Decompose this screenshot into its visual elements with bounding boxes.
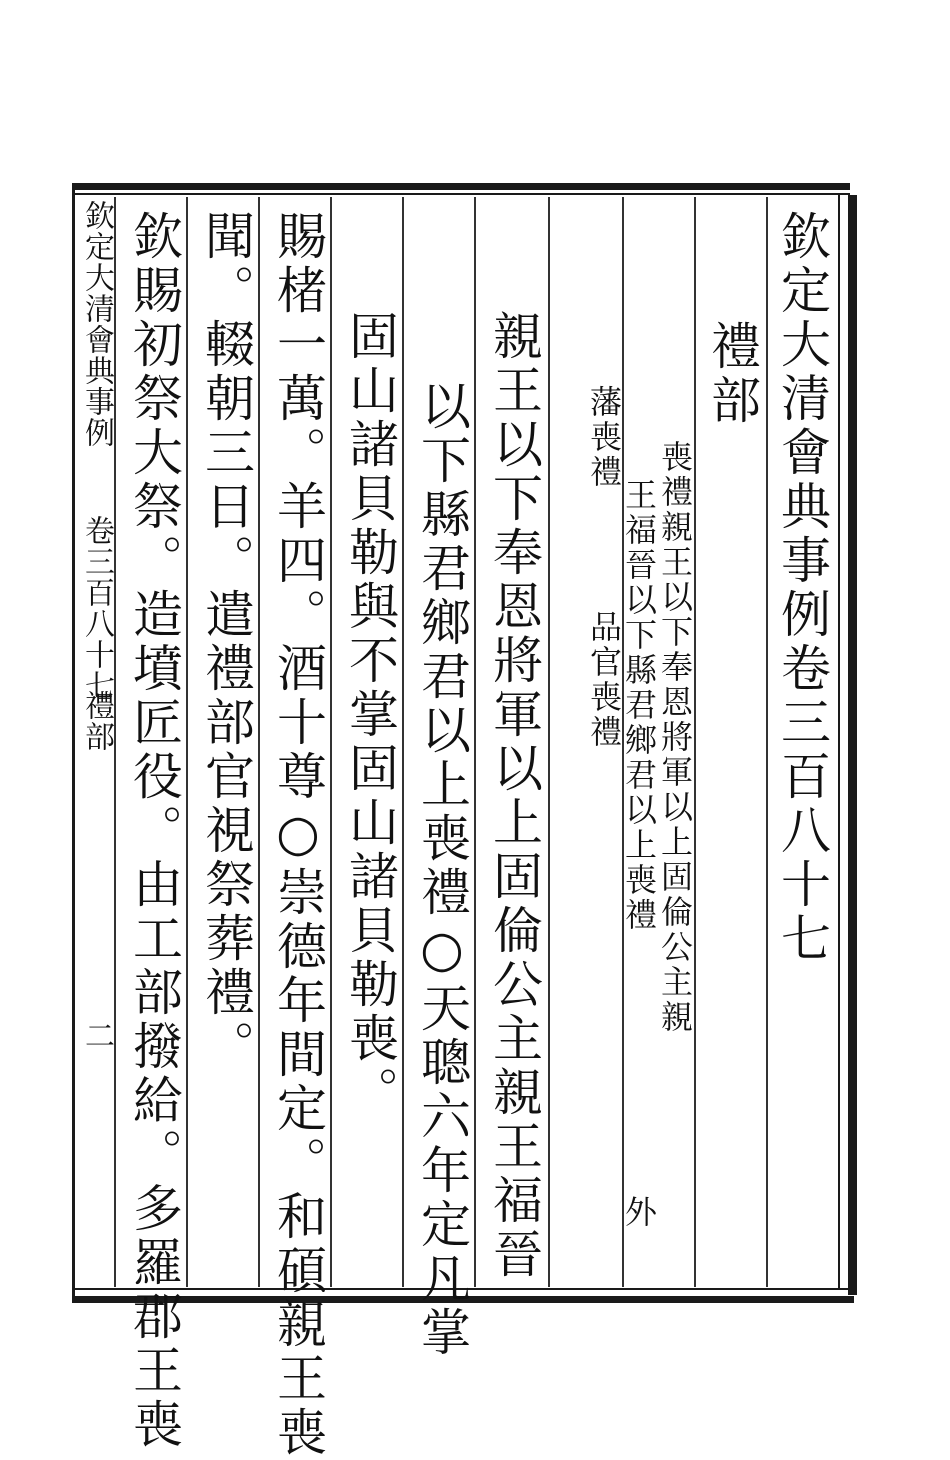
frame-top-inner-border [72, 193, 850, 195]
entry-heading: 喪禮親王以下奉恩將軍以上固倫公主親 [656, 440, 694, 1035]
frame-top-border [72, 183, 850, 190]
text-column: 固山諸貝勒與不掌固山諸貝勒喪。 [341, 310, 399, 1120]
entry-annotation: 品官喪禮 [585, 610, 623, 750]
column-rule [330, 197, 332, 1287]
column-rule [548, 197, 550, 1287]
entry-heading: 藩喪禮 [585, 385, 623, 490]
column-rule [258, 197, 260, 1287]
section-heading: 禮部 [703, 320, 761, 428]
column-rule [474, 197, 476, 1287]
text-column: 親王以下奉恩將軍以上固倫公主親王福晉 [485, 310, 543, 1282]
column-rule [114, 197, 116, 1287]
gutter-section: 禮部 [79, 690, 114, 752]
frame-right-inner-border [838, 195, 840, 1290]
text-column: 聞。輟朝三日。遣禮部官視祭葬禮。 [197, 210, 255, 1074]
entry-annotation: 王福晉以下縣君鄉君以上喪禮 [620, 478, 658, 933]
text-column: 賜楮一萬。羊四。酒十尊○崇德年間定。和碩親王喪 [269, 210, 327, 1460]
text-column: 欽賜初祭大祭。造墳匠役。由工部撥給。多羅郡王喪 [125, 210, 183, 1452]
frame-right-border [848, 195, 857, 1295]
frame-left-border [72, 190, 75, 1298]
gutter-book-title: 欽定大清會典事例 [79, 200, 114, 448]
column-rule [766, 197, 768, 1287]
column-rule [694, 197, 696, 1287]
gutter-volume: 卷三百八十七 [79, 515, 114, 701]
column-rule [402, 197, 404, 1287]
text-column: 以下縣君鄉君以上喪禮○天聰六年定凡掌 [413, 380, 471, 1360]
volume-title: 欽定大清會典事例卷三百八十七 [773, 210, 831, 966]
column-rule [186, 197, 188, 1287]
entry-annotation-tail: 外 [620, 1195, 658, 1230]
page-number: 二 [79, 1020, 114, 1051]
